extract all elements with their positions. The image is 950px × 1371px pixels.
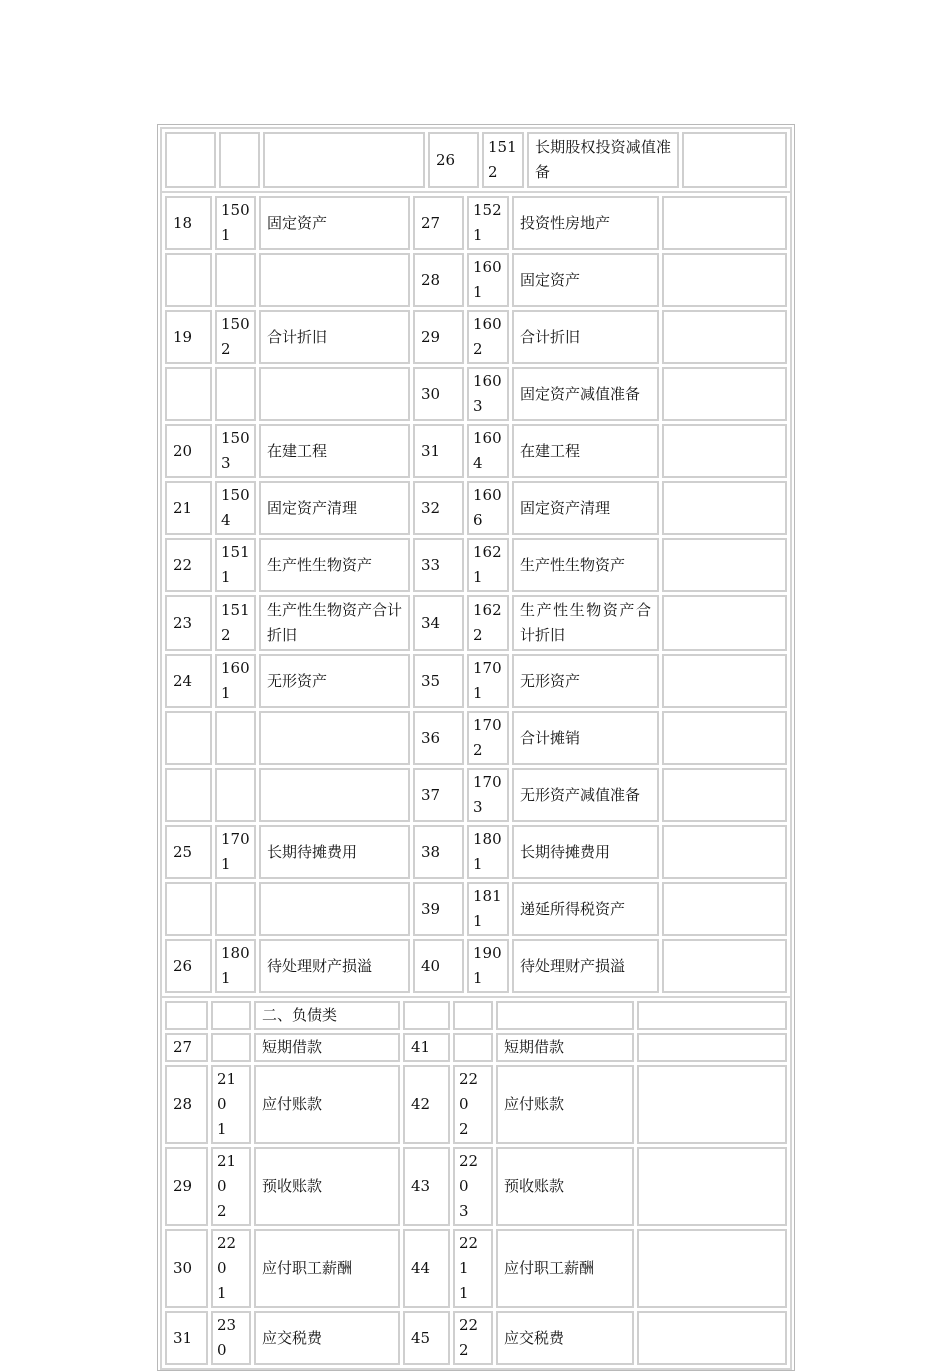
liability-table: [162, 998, 790, 1368]
cell-code: 170 1: [467, 654, 509, 708]
cell-seq: 33: [413, 538, 464, 592]
cell-code: 160 1: [215, 654, 256, 708]
cell-name: 预收账款: [254, 1147, 400, 1226]
cell-extra: [662, 595, 787, 651]
cell-code: 160 3: [467, 367, 509, 421]
cell-seq: 31: [165, 1311, 208, 1365]
table-row: [165, 253, 787, 307]
cell-name: 无形资产: [512, 654, 659, 708]
cell-name: 应付职工薪酬: [254, 1229, 400, 1308]
cell-code: 151 1: [215, 538, 256, 592]
cell-seq: [165, 132, 216, 188]
account-table: [157, 124, 795, 1371]
cell-name: 待处理财产损溢: [259, 939, 410, 993]
cell-code: 210 2: [211, 1147, 251, 1226]
cell-code: 160 2: [467, 310, 509, 364]
cell-name: 生产性生物资产: [512, 538, 659, 592]
cell-extra: [662, 424, 787, 478]
cell-seq: 34: [413, 595, 464, 651]
table-row: [165, 1229, 787, 1308]
table-row: [165, 1311, 787, 1365]
cell-name: 合计折旧: [512, 310, 659, 364]
cell-name: 固定资产清理: [259, 481, 410, 535]
cell-seq: 32: [413, 481, 464, 535]
cell-seq: 37: [413, 768, 464, 822]
cell-code: 181 1: [467, 882, 509, 936]
cell-seq: [165, 882, 212, 936]
cell-code: [219, 132, 260, 188]
cell-code: [215, 367, 256, 421]
table-row: [165, 768, 787, 822]
cell-seq: 27: [413, 196, 464, 250]
cell-name: 生产性生物资产合计折旧: [259, 595, 410, 651]
table-row: [165, 711, 787, 765]
asset-table: [162, 193, 790, 996]
table-row: [165, 882, 787, 936]
cell-code: [215, 711, 256, 765]
cell-name: 固定资产减值准备: [512, 367, 659, 421]
cell-seq: 18: [165, 196, 212, 250]
table-row: [165, 939, 787, 993]
cell-name: [259, 367, 410, 421]
table-row: [165, 132, 787, 188]
cell-name: 长期股权投资减值准备: [527, 132, 679, 188]
cell-seq: 40: [413, 939, 464, 993]
cell-seq: 27: [165, 1033, 208, 1062]
cell-extra: [662, 481, 787, 535]
cell-code: 160 4: [467, 424, 509, 478]
table-row: [165, 424, 787, 478]
cell-code: 221 1: [453, 1229, 493, 1308]
cell-seq: [165, 1001, 208, 1030]
cell-seq: 44: [403, 1229, 450, 1308]
cell-code: 222: [453, 1311, 493, 1365]
cell-name: 应付账款: [496, 1065, 634, 1144]
cell-code: 170 2: [467, 711, 509, 765]
cell-extra: [662, 367, 787, 421]
cell-seq: 35: [413, 654, 464, 708]
table-row: [165, 481, 787, 535]
cell-extra: [662, 939, 787, 993]
table-row: [165, 538, 787, 592]
cell-extra: [662, 711, 787, 765]
cell-extra: [637, 1001, 787, 1030]
cell-code: 230: [211, 1311, 251, 1365]
cell-code: 162 1: [467, 538, 509, 592]
cell-extra: [662, 196, 787, 250]
cell-code: 151 2: [482, 132, 524, 188]
cell-code: 190 1: [467, 939, 509, 993]
cell-seq: 28: [413, 253, 464, 307]
cell-seq: 38: [413, 825, 464, 879]
cell-code: 220 1: [211, 1229, 251, 1308]
cell-name: [259, 882, 410, 936]
cell-seq: 22: [165, 538, 212, 592]
cell-seq: [165, 711, 212, 765]
cell-seq: 24: [165, 654, 212, 708]
cell-code: [215, 768, 256, 822]
table-row: [165, 825, 787, 879]
cell-seq: 19: [165, 310, 212, 364]
cell-name: 预收账款: [496, 1147, 634, 1226]
table-row: [165, 1001, 787, 1030]
cell-seq: 39: [413, 882, 464, 936]
cell-code: 170 3: [467, 768, 509, 822]
cell-seq: 30: [413, 367, 464, 421]
table-row: [165, 196, 787, 250]
cell-seq: 21: [165, 481, 212, 535]
cell-seq: 43: [403, 1147, 450, 1226]
cell-code: 160 1: [467, 253, 509, 307]
cell-extra: [637, 1065, 787, 1144]
cell-code: 162 2: [467, 595, 509, 651]
cell-name: 生产性生物资产: [259, 538, 410, 592]
cell-extra: [637, 1033, 787, 1062]
cell-seq: [403, 1001, 450, 1030]
cell-code: 180 1: [467, 825, 509, 879]
cell-name: 合计摊销: [512, 711, 659, 765]
cell-seq: 45: [403, 1311, 450, 1365]
cell-code: 170 1: [215, 825, 256, 879]
cell-code: 220 3: [453, 1147, 493, 1226]
cell-extra: [662, 310, 787, 364]
top-row-block: [160, 127, 792, 193]
table-row: [165, 367, 787, 421]
cell-seq: 26: [428, 132, 479, 188]
cell-code: [211, 1001, 251, 1030]
cell-code: [215, 253, 256, 307]
cell-code: 152 1: [467, 196, 509, 250]
table-row: [165, 1147, 787, 1226]
cell-extra: [682, 132, 787, 188]
cell-extra: [662, 253, 787, 307]
cell-name: [263, 132, 425, 188]
cell-seq: [165, 367, 212, 421]
cell-seq: [165, 253, 212, 307]
cell-name: 短期借款: [254, 1033, 400, 1062]
cell-seq: 29: [413, 310, 464, 364]
cell-code: 151 2: [215, 595, 256, 651]
table-row: [165, 1033, 787, 1062]
cell-code: 150 2: [215, 310, 256, 364]
cell-code: [211, 1033, 251, 1062]
cell-seq: 36: [413, 711, 464, 765]
cell-name: 应付账款: [254, 1065, 400, 1144]
cell-seq: 31: [413, 424, 464, 478]
cell-name: [496, 1001, 634, 1030]
cell-extra: [637, 1147, 787, 1226]
cell-seq: 41: [403, 1033, 450, 1062]
cell-name: 长期待摊费用: [512, 825, 659, 879]
cell-name: 在建工程: [259, 424, 410, 478]
cell-seq: 25: [165, 825, 212, 879]
cell-name: 二、负债类: [254, 1001, 400, 1030]
cell-code: [215, 882, 256, 936]
cell-code: 150 1: [215, 196, 256, 250]
cell-name: 待处理财产损溢: [512, 939, 659, 993]
cell-name: 固定资产清理: [512, 481, 659, 535]
cell-name: 在建工程: [512, 424, 659, 478]
cell-seq: 42: [403, 1065, 450, 1144]
cell-code: 210 1: [211, 1065, 251, 1144]
cell-name: 合计折旧: [259, 310, 410, 364]
cell-seq: 29: [165, 1147, 208, 1226]
liability-block: [160, 998, 792, 1370]
cell-name: 长期待摊费用: [259, 825, 410, 879]
cell-name: 投资性房地产: [512, 196, 659, 250]
table-row: [165, 1065, 787, 1144]
cell-name: [259, 711, 410, 765]
top-row-table: [162, 129, 790, 191]
cell-seq: 20: [165, 424, 212, 478]
cell-seq: 30: [165, 1229, 208, 1308]
cell-name: 短期借款: [496, 1033, 634, 1062]
cell-name: [259, 253, 410, 307]
table-row: [165, 595, 787, 651]
cell-code: 220 2: [453, 1065, 493, 1144]
cell-extra: [662, 654, 787, 708]
cell-name: 应交税费: [496, 1311, 634, 1365]
cell-code: 150 3: [215, 424, 256, 478]
cell-name: 生产性生物资产合计折旧: [512, 595, 659, 651]
cell-seq: 26: [165, 939, 212, 993]
cell-extra: [662, 882, 787, 936]
cell-extra: [662, 538, 787, 592]
table-row: [165, 310, 787, 364]
cell-code: [453, 1001, 493, 1030]
cell-seq: 28: [165, 1065, 208, 1144]
asset-block: [160, 193, 792, 998]
cell-code: 180 1: [215, 939, 256, 993]
cell-name: 递延所得税资产: [512, 882, 659, 936]
cell-code: 150 4: [215, 481, 256, 535]
cell-name: 固定资产: [512, 253, 659, 307]
cell-extra: [662, 768, 787, 822]
cell-extra: [662, 825, 787, 879]
cell-extra: [637, 1311, 787, 1365]
cell-code: [453, 1033, 493, 1062]
cell-name: [259, 768, 410, 822]
cell-name: 应交税费: [254, 1311, 400, 1365]
cell-extra: [637, 1229, 787, 1308]
cell-code: 160 6: [467, 481, 509, 535]
cell-seq: 23: [165, 595, 212, 651]
cell-name: 无形资产: [259, 654, 410, 708]
cell-name: 应付职工薪酬: [496, 1229, 634, 1308]
cell-seq: [165, 768, 212, 822]
table-row: [165, 654, 787, 708]
cell-name: 固定资产: [259, 196, 410, 250]
cell-name: 无形资产减值准备: [512, 768, 659, 822]
